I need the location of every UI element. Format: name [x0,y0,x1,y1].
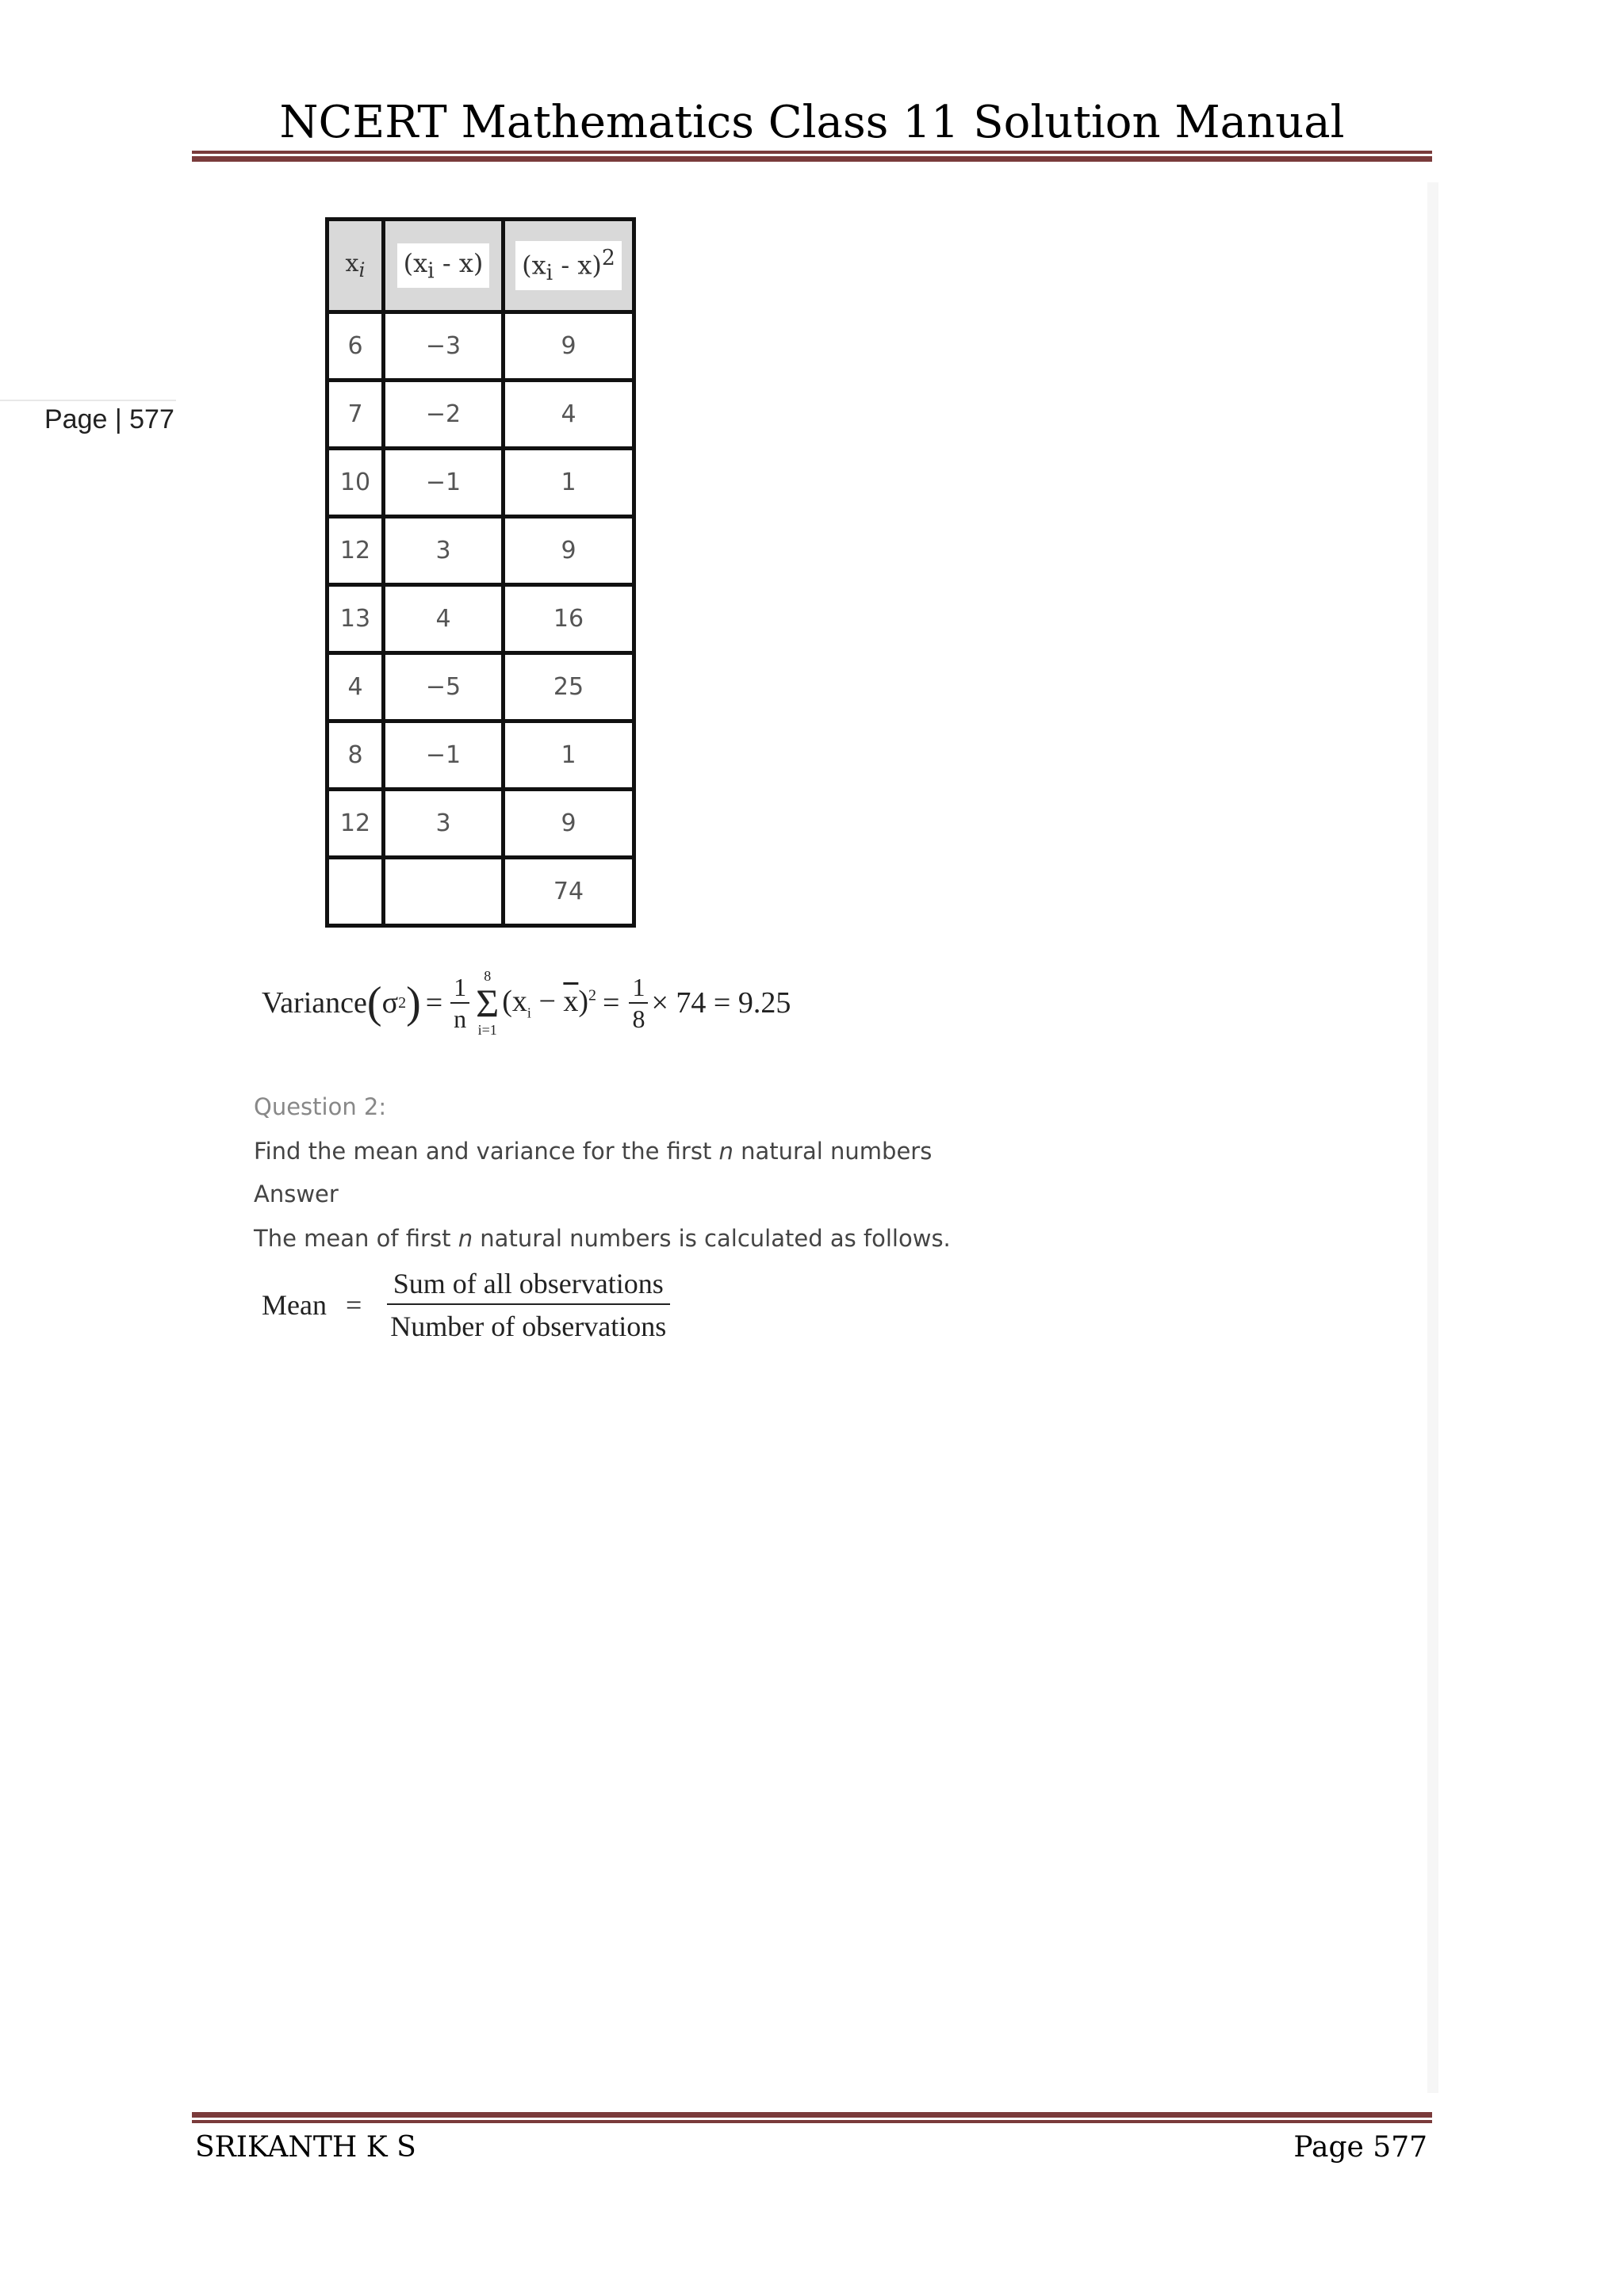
cell-deviation: −5 [384,653,504,721]
cell-deviation-squared: 4 [504,381,634,449]
cell-xi: 8 [327,721,384,790]
cell-deviation: 3 [384,790,504,858]
cell-xi: 7 [327,381,384,449]
cell-xi: 13 [327,585,384,653]
footer-rule [192,2112,1432,2123]
cell-xi: 10 [327,449,384,517]
page-header-title: NCERT Mathematics Class 11 Solution Manual [279,97,1345,148]
cell-deviation: −1 [384,449,504,517]
summation-symbol: 8 Σ i=1 [476,968,500,1038]
cell-xi: 6 [327,312,384,381]
cell-deviation-squared: 16 [504,585,634,653]
cell-xi [327,858,384,926]
header-deviation-squared: $(x_i - x)^2$ [504,220,634,312]
footer-author: SRIKANTH K S [195,2131,416,2164]
sigma-symbol: σ [381,986,399,1020]
side-divider [0,400,176,401]
cell-deviation: −1 [384,721,504,790]
header-xi: $x_i$ [327,220,384,312]
table-row [327,517,634,585]
table-row [327,653,634,721]
table-total-row [327,858,634,926]
cell-xi: 12 [327,517,384,585]
mean-fraction [384,1267,672,1343]
table-row [327,381,634,449]
answer-intro: The mean of first n natural numbers is calculated as follows. [254,1225,951,1252]
mean-equals: = [345,1289,362,1321]
mean-lhs: Mean [262,1289,327,1321]
table-header-row [327,220,634,312]
table-row [327,721,634,790]
fraction-one-over-eight: $\frac{1}{8}$ [629,972,648,1034]
variance-result: × 74 = 9.25 [651,986,791,1020]
cell-deviation: 3 [384,517,504,585]
cell-total: 74 [504,858,634,926]
cell-xi: 12 [327,790,384,858]
cell-deviation: −2 [384,381,504,449]
footer-page-number: Page 577 [1293,2131,1427,2164]
variance-formula: Variance ( σ 2 ) = $\frac{1}{n}$ 8 Σ i=1 $(x_i - \overline{x})^2$ = $\frac{1}{8}$ × 74 = 9.25 [262,968,791,1038]
side-page-number: Page | 577 [44,404,174,434]
table-row [327,790,634,858]
deviation-table [325,217,636,928]
cell-deviation-squared: 9 [504,790,634,858]
cell-deviation-squared: 9 [504,517,634,585]
cell-deviation: −3 [384,312,504,381]
cell-deviation-squared: 1 [504,449,634,517]
table-row [327,312,634,381]
cell-deviation-squared: 25 [504,653,634,721]
mean-numerator: Sum of all observations [387,1267,670,1305]
question-title: Question 2: [254,1093,387,1120]
cell-deviation-squared: 1 [504,721,634,790]
cell-xi: 4 [327,653,384,721]
header-rule [192,151,1432,162]
summation-term: $(x_i - \overline{x})^2$ [502,985,597,1021]
variance-lead: Variance [262,986,367,1020]
right-margin-shade [1427,182,1438,2093]
cell-deviation-squared: 9 [504,312,634,381]
table-row [327,585,634,653]
mean-denominator: Number of observations [390,1311,667,1342]
question-text: Find the mean and variance for the first n natural numbers [254,1138,933,1165]
header-deviation: $(x_i - x)$ [384,220,504,312]
mean-formula [262,1267,672,1343]
table-row [327,449,634,517]
cell-deviation [384,858,504,926]
cell-deviation: 4 [384,585,504,653]
fraction-one-over-n: $\frac{1}{n}$ [450,972,469,1034]
answer-label: Answer [254,1181,339,1207]
